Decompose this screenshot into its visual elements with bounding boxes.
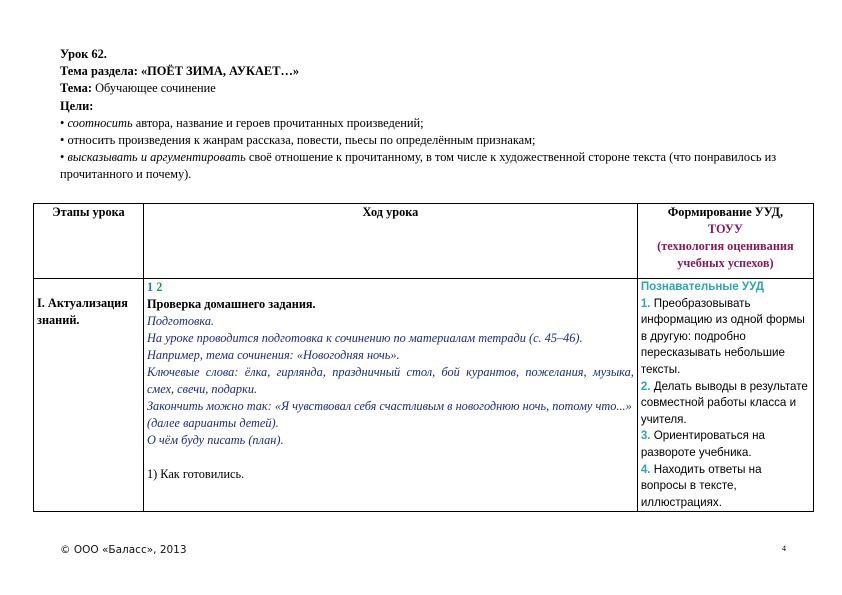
lesson-header <box>60 46 790 184</box>
uud-item: 3. Ориентироваться на развороте учебника. <box>640 429 765 459</box>
goals-label: Цели: <box>60 98 94 113</box>
table-header-row <box>34 204 814 279</box>
uud-item: 2. Делать выводы в результате совместной работы класса и учителя. <box>640 379 808 426</box>
keywords-label: Ключевые слова: <box>146 365 239 379</box>
slide-number-2: 2 <box>156 280 163 294</box>
preparation-label: Подготовка. <box>146 314 215 328</box>
copyright: © ООО «Баласс», 2013 <box>60 544 187 556</box>
stage-cell: I. Актуализация знаний. <box>34 279 144 512</box>
header-lesson-flow: Ход урока <box>143 204 637 279</box>
table-row <box>34 279 814 512</box>
uud-title: Познавательные УУД <box>640 280 765 293</box>
homework-check-title: Проверка домашнего задания. <box>146 297 316 311</box>
goal-1-text: автора, название и героев прочитанных произведений; <box>135 115 424 130</box>
slide-number-1: 1 <box>146 280 154 294</box>
keywords-list: ёлка, гирлянда, праздничный стол, бой курантов, пожелания, музыка, смех, свечи, подарки. <box>146 365 634 396</box>
header-uud <box>637 204 813 279</box>
goal-2: • относить произведения к жанрам рассказа, повести, пьесы по определённым признакам; <box>60 133 536 148</box>
plan-label: О чём буду писать (план). <box>146 433 284 447</box>
uud-cell <box>637 279 813 512</box>
topic-label: Тема: <box>60 81 92 96</box>
section-line <box>60 63 790 80</box>
lesson-number: Урок 62. <box>60 47 107 61</box>
goal-3-text: своё отношение к прочитанному, в том числе к художественной стороне текста (что понравилось из прочитанного и почему). <box>60 150 777 182</box>
preparation-text: На уроке проводится подготовка к сочинению по материалам тетради (с. 45–46). <box>146 331 583 345</box>
lesson-flow-cell <box>143 279 637 512</box>
plan-item-1: 1) Как готовились. <box>146 467 245 481</box>
goal-2-text: относить произведения к жанрам рассказа, повести, пьесы по определённым признакам; <box>67 133 536 148</box>
lesson-table <box>33 203 814 512</box>
topic-line <box>60 80 790 97</box>
goal-3-and: и <box>140 150 148 165</box>
goal-3-verb-1: высказывать <box>67 150 138 165</box>
page-number: 4 <box>782 544 786 553</box>
goal-1-verb: соотносить <box>67 115 133 130</box>
ending-suggestion: Закончить можно так: «Я чувствовал себя счастливым в новогоднюю ночь, потому что...» (далее варианты детей). <box>146 399 632 430</box>
topic-value: Обучающее сочинение <box>95 81 216 96</box>
header-touu-desc: (технология оценивания учебных успехов) <box>657 239 794 270</box>
header-uud-title: Формирование УУД, <box>667 205 784 219</box>
goal-3-verb-2: аргументировать <box>150 150 246 165</box>
slide-numbers <box>147 279 634 296</box>
section-value: «ПОЁТ ЗИМА, АУКАЕТ…» <box>140 64 300 79</box>
goal-3: • высказывать и аргументировать своё отношение к прочитанному, в том числе к художественной стороне текста (что понравилось из прочитанного и почему). <box>60 150 777 182</box>
header-touu: ТОУУ <box>707 222 743 236</box>
section-label: Тема раздела: <box>60 64 138 79</box>
uud-item: 4. Находить ответы на вопросы в тексте, иллюстрациях. <box>640 462 762 509</box>
header-stages: Этапы урока <box>34 204 144 279</box>
example-topic: Например, тема сочинения: «Новогодняя ночь». <box>146 348 400 362</box>
uud-item: 1. Преобразовывать информацию из одной формы в другую: подробно пересказывать небольшие тексты. <box>640 296 805 376</box>
goal-1: • соотносить автора, название и героев прочитанных произведений; <box>60 115 424 130</box>
keywords-line <box>147 364 634 398</box>
